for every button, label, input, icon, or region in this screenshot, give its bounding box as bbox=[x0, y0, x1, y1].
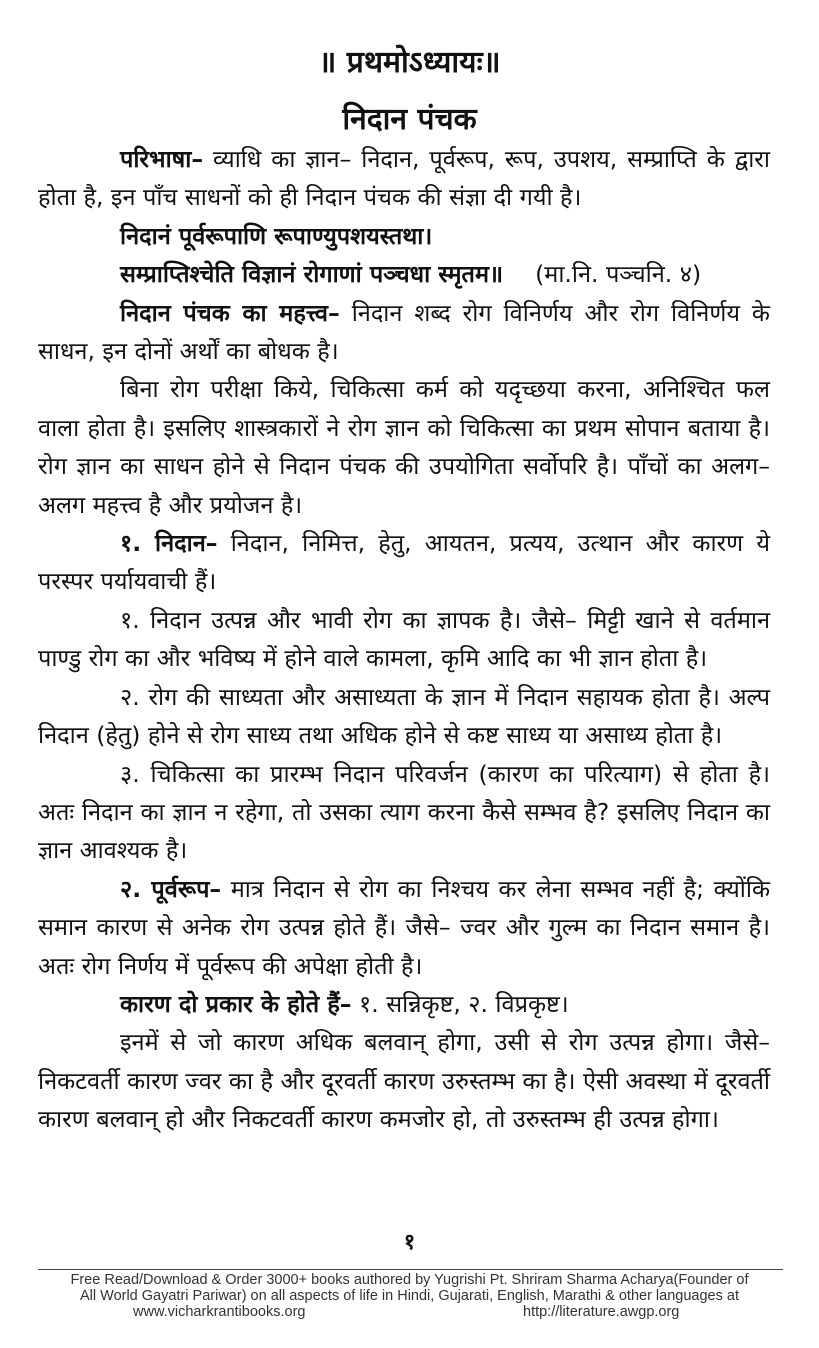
footer-line-2: All World Gayatri Pariwar) on all aspects of life in Hindi, Gujarati, English, Marathi & other languages at bbox=[80, 1288, 739, 1304]
footer-link-vicharkranti[interactable]: www.vicharkrantibooks.org bbox=[133, 1304, 306, 1320]
paragraph-point-2: २. रोग की साध्यता और असाध्यता के ज्ञान में निदान सहायक होता है। अल्प निदान (हेतु) होने से रोग साध्य तथा अधिक होने से कष्ट साध्य या असाध्य होता है। bbox=[38, 682, 770, 750]
verse-line-1: निदानं पूर्वरूपाणि रूपाण्युपशयस्तथा। bbox=[120, 221, 433, 250]
term-nidan: १. निदान– bbox=[120, 529, 218, 558]
paragraph-importance bbox=[38, 294, 770, 371]
chapter-heading: ॥ प्रथमोऽध्यायः॥ bbox=[318, 45, 501, 80]
verse-text: सम्प्राप्तिश्चेति विज्ञानं रोगाणां पञ्चधा स्मृतम॥ bbox=[120, 260, 504, 289]
verse-line-2 bbox=[38, 255, 770, 293]
paragraph-purvarup bbox=[38, 870, 770, 985]
paragraph-definition bbox=[38, 140, 770, 217]
paragraph-cause-types bbox=[38, 985, 770, 1023]
term-importance: निदान पंचक का महत्त्व– bbox=[120, 298, 340, 327]
footer-link-awgp[interactable]: http://literature.awgp.org bbox=[523, 1304, 680, 1320]
page-title: निदान पंचक bbox=[342, 102, 477, 137]
paragraph-text: मात्र निदान से रोग का निश्चय कर लेना सम्भव नहीं है; क्योंकि समान कारण से अनेक रोग उत्पन्न होते हैं। जैसे– ज्वर और गुल्म का निदान समान है। अतः रोग निर्णय में पूर्वरूप की अपेक्षा होती है। bbox=[38, 874, 770, 980]
paragraph-point-1: १. निदान उत्पन्न और भावी रोग का ज्ञापक है। जैसे– मिट्टी खाने से वर्तमान पाण्डु रोग का और भविष्य में होने वाले कामला, कृमि आदि का भी ज्ञान होता है। bbox=[38, 605, 770, 673]
footer-divider bbox=[38, 1269, 783, 1270]
footer-links bbox=[0, 1304, 819, 1322]
paragraph-text: निदान शब्द रोग विनिर्णय और रोग विनिर्णय के साधन, इन दोनों अर्थों का बोधक है। bbox=[38, 298, 770, 366]
page-number: १ bbox=[403, 1230, 416, 1255]
term-definition: परिभाषा– bbox=[120, 145, 204, 173]
paragraph-examination: बिना रोग परीक्षा किये, चिकित्सा कर्म को यदृच्छया करना, अनिश्चित फल वाला होता है। इसलिए शास्त्रकारों ने रोग ज्ञान को चिकित्सा का प्रथम सोपान बताया है। रोग ज्ञान का साधन होने से निदान पंचक की उपयोगिता सर्वोपरि है। पाँचों का अलग–अलग महत्त्व है और प्रयोजन है। bbox=[38, 375, 770, 519]
paragraph-strong-cause: इनमें से जो कारण अधिक बलवान् होगा, उसी से रोग उत्पन्न होगा। जैसे– निकटवर्ती कारण ज्वर का है और दूरवर्ती कारण उरुस्तम्भ का है। ऐसी अवस्था में दूरवर्ती कारण बलवान् हो और निकटवर्ती कारण कमजोर हो, तो उरुस्तम्भ ही उत्पन्न होगा। bbox=[38, 1028, 770, 1134]
paragraph-text: व्याधि का ज्ञान– निदान, पूर्वरूप, रूप, उपशय, सम्प्राप्ति के द्वारा होता है, इन पाँच साधनों को ही निदान पंचक की संज्ञा दी गयी है। bbox=[38, 145, 770, 212]
term-purvarup: २. पूर्वरूप– bbox=[120, 874, 222, 903]
paragraph-point-3: ३. चिकित्सा का प्रारम्भ निदान परिवर्जन (कारण का परित्याग) से होता है। अतः निदान का ज्ञान न रहेगा, तो उसका त्याग करना कैसे सम्भव है? इसलिए निदान का ज्ञान आवश्यक है। bbox=[38, 759, 770, 865]
term-cause-types: कारण दो प्रकार के होते हैं– bbox=[120, 989, 352, 1018]
paragraph-text: निदान, निमित्त, हेतु, आयतन, प्रत्यय, उत्थान और कारण ये परस्पर पर्यायवाची हैं। bbox=[38, 529, 770, 596]
verse-reference: (मा.नि. पञ्चनि. ४) bbox=[535, 260, 702, 289]
paragraph-nidan bbox=[38, 524, 770, 601]
footer-line-1: Free Read/Download & Order 3000+ books authored by Yugrishi Pt. Shriram Sharma Acharya(Founder of bbox=[70, 1272, 749, 1288]
body-text bbox=[38, 140, 770, 1139]
paragraph-text: १. सन्निकृष्ट, २. विप्रकृष्ट। bbox=[351, 989, 569, 1018]
